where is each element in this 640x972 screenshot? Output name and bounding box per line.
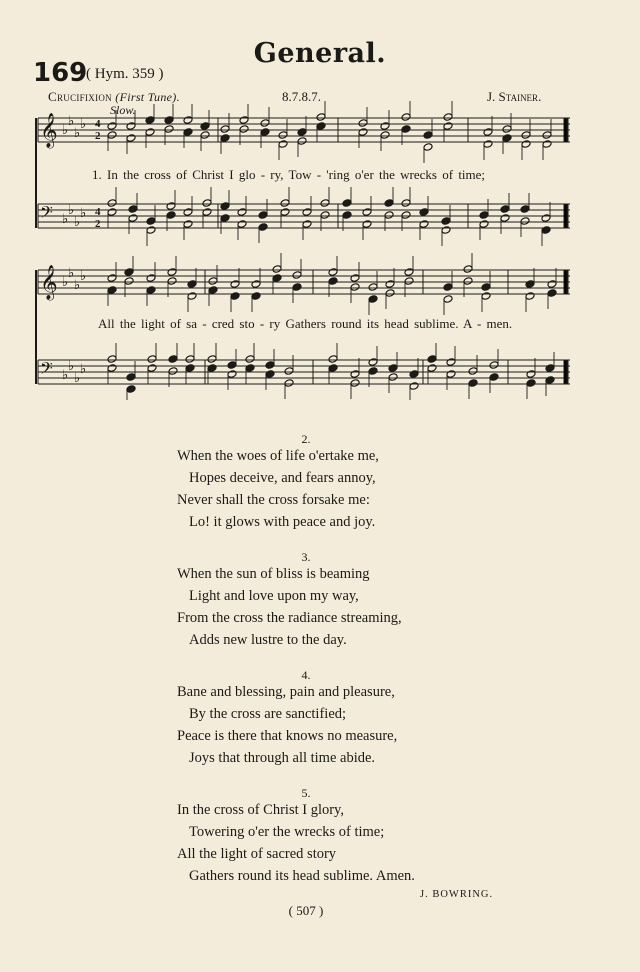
note-head [126,373,136,382]
note-head [489,361,499,370]
note-head [500,214,510,223]
verse-line: Peace is there that knows no measure, [177,728,398,744]
note-head [126,134,136,143]
section-title: General. [253,38,387,69]
note-head [409,382,419,391]
note-head [202,199,212,208]
note-head [542,131,552,140]
note-head [260,119,270,128]
meter: 8.7.8.7. [282,89,321,104]
flat-icon: ♭ [62,275,69,290]
note-head [384,211,394,220]
note-head [278,140,288,149]
verse-line: Lo! it glows with peace and joy. [189,514,376,530]
note-head [146,274,156,283]
verse-line: Light and love upon my way, [189,588,359,604]
note-head [483,140,493,149]
note-head [489,373,499,382]
flat-icon: ♭ [74,215,81,230]
note-head [167,277,177,286]
verse-number: 2. [301,432,311,446]
note-head [328,277,338,286]
note-head [401,199,411,208]
note-head [481,292,491,301]
note-head [502,134,512,143]
author: J. BOWRING. [420,889,494,900]
note-head [126,385,136,394]
system-1-bass [38,204,570,228]
note-head [385,289,395,298]
note-head [479,220,489,229]
note-head [280,208,290,217]
note-head [547,289,557,298]
note-head [358,119,368,128]
note-head [187,292,197,301]
note-head [207,355,217,364]
flat-icon: ♭ [74,278,81,293]
note-head [251,292,261,301]
note-head [107,122,117,131]
flat-icon: ♭ [62,368,69,383]
flat-icon: ♭ [68,359,75,374]
note-head [316,113,326,122]
flat-icon: ♭ [68,266,75,281]
note-head [128,214,138,223]
time-signature-bottom: 2 [95,130,101,142]
note-head [227,370,237,379]
note-head [284,367,294,376]
hymn-reference: ( Hym. 359 ) [86,66,164,82]
note-head [124,277,134,286]
verse-line: Hopes deceive, and fears annoy, [189,470,376,486]
composer: J. Stainer. [487,89,542,104]
verse-line: Never shall the cross forsake me: [177,492,370,508]
note-head [297,137,307,146]
note-head [297,128,307,137]
note-head [328,355,338,364]
verse-number: 3. [301,550,311,564]
verse-line: Bane and blessing, pain and pleasure, [177,684,395,700]
note-head [107,286,117,295]
note-head [272,274,282,283]
lyrics-line-2: All the light of sa - cred sto - ry Gathers round its head sublime. A - men. [98,316,513,331]
note-head [441,217,451,226]
note-head [183,116,193,125]
note-head [107,131,117,140]
note-head [147,364,157,373]
verse-line: When the sun of bliss is beaming [177,566,370,582]
note-head [502,125,512,134]
note-head [380,122,390,131]
note-head [107,364,117,373]
note-head [521,131,531,140]
note-head [258,223,268,232]
note-head [227,361,237,370]
note-head [183,208,193,217]
flat-icon: ♭ [74,126,81,141]
note-head [342,199,352,208]
verse-line: All the light of sacred story [177,846,337,862]
note-head [245,355,255,364]
final-bar-line [564,270,567,294]
note-head [483,128,493,137]
note-head [146,226,156,235]
flat-icon: ♭ [80,206,87,221]
note-head [545,376,555,385]
note-head [146,217,156,226]
final-bar-line [564,118,567,142]
note-head [526,379,536,388]
note-head [541,226,551,235]
note-head [168,367,178,376]
note-head [443,283,453,292]
lyrics-line-1: 1. In the cross of Christ I glo - ry, Tow - 'ring o'er the wrecks of time; [92,167,486,182]
note-head [368,295,378,304]
note-head [350,379,360,388]
note-head [342,211,352,220]
note-head [320,199,330,208]
note-head [463,265,473,274]
verse-number: 4. [301,668,311,682]
note-head [145,116,155,125]
bass-clef-icon: 𝄢 [40,358,53,382]
note-head [368,367,378,376]
note-head [220,214,230,223]
note-head [350,370,360,379]
note-head [525,280,535,289]
note-head [362,220,372,229]
note-head [278,131,288,140]
note-head [384,199,394,208]
note-head [124,268,134,277]
note-head [220,125,230,134]
note-head [520,205,530,214]
note-head [220,202,230,211]
note-head [481,283,491,292]
note-head [202,208,212,217]
note-head [168,355,178,364]
verse-line: Joys that through all time abide. [189,750,376,766]
note-head [147,355,157,364]
note-head [350,274,360,283]
note-head [316,122,326,131]
note-head [368,358,378,367]
note-head [385,280,395,289]
note-head [183,128,193,137]
note-head [419,220,429,229]
note-head [292,283,302,292]
note-head [239,125,249,134]
note-head [272,265,282,274]
note-head [404,268,414,277]
note-head [164,116,174,125]
note-head [166,211,176,220]
treble-clef-icon: 𝄞 [40,113,58,148]
note-head [526,370,536,379]
flat-icon: ♭ [74,371,81,386]
verse-line: Towering o'er the wrecks of time; [189,824,385,840]
note-head [146,286,156,295]
note-head [187,280,197,289]
final-bar-line [564,204,567,228]
note-head [423,131,433,140]
note-head [404,277,414,286]
note-head [443,113,453,122]
note-head [258,211,268,220]
note-head [265,361,275,370]
note-head [183,220,193,229]
note-head [302,208,312,217]
time-signature-bass-top: 4 [95,206,101,218]
note-head [388,364,398,373]
verse-line: Adds new lustre to the day. [189,632,347,648]
tempo-marking: Slow. [110,103,136,117]
note-head [542,140,552,149]
note-head [328,364,338,373]
note-head [419,208,429,217]
note-head [545,364,555,373]
flat-icon: ♭ [68,114,75,129]
note-head [368,283,378,292]
note-head [245,364,255,373]
note-head [521,140,531,149]
note-head [423,143,433,152]
music-score [0,0,640,400]
note-head [200,122,210,131]
final-bar-line [564,360,567,384]
note-head [388,373,398,382]
note-head [446,370,456,379]
verse-line: In the cross of Christ I glory, [177,802,344,818]
note-head [239,116,249,125]
page-number: ( 507 ) [288,903,324,918]
flat-icon: ♭ [80,117,87,132]
flat-icon: ♭ [80,269,87,284]
time-signature-bass-bottom: 2 [95,218,101,230]
verse-line: Gathers round its head sublime. Amen. [189,868,415,884]
note-head [479,211,489,220]
note-head [520,217,530,226]
note-head [107,355,117,364]
verse-line: From the cross the radiance streaming, [177,610,402,626]
note-head [427,355,437,364]
note-head [401,211,411,220]
note-head [362,208,372,217]
note-head [302,220,312,229]
bass-clef-icon: 𝄢 [40,202,53,226]
verse-number: 5. [301,786,311,800]
note-head [409,370,419,379]
note-head [547,280,557,289]
note-head [126,122,136,131]
tune-label: Crucifixion [48,89,112,104]
note-head [237,220,247,229]
note-head [443,295,453,304]
flat-icon: ♭ [68,203,75,218]
flat-icon: ♭ [80,362,87,377]
note-head [500,205,510,214]
note-head [446,358,456,367]
tune-note: (First Tune). [115,90,180,104]
note-head [320,211,330,220]
note-head [185,364,195,373]
note-head [237,208,247,217]
note-head [167,268,177,277]
note-head [200,131,210,140]
note-head [380,131,390,140]
note-head [220,134,230,143]
note-head [441,226,451,235]
note-head [427,364,437,373]
note-head [292,271,302,280]
note-head [463,277,473,286]
flat-icon: ♭ [62,123,69,138]
note-head [358,128,368,137]
note-head [284,379,294,388]
note-head [468,367,478,376]
note-head [208,286,218,295]
note-head [230,292,240,301]
note-head [107,274,117,283]
note-head [107,208,117,217]
note-head [208,277,218,286]
note-head [280,199,290,208]
note-head [525,292,535,301]
note-head [251,280,261,289]
note-head [260,128,270,137]
note-head [107,199,117,208]
verse-line: By the cross are sanctified; [189,706,347,722]
verse-line: When the woes of life o'ertake me, [177,448,379,464]
note-head [230,280,240,289]
note-head [443,122,453,131]
flat-icon: ♭ [62,212,69,227]
note-head [145,128,155,137]
note-head [328,268,338,277]
note-head [265,370,275,379]
note-head [350,283,360,292]
note-head [207,364,217,373]
note-head [185,355,195,364]
hymn-number: 169 [33,58,88,88]
note-head [401,125,411,134]
note-head [128,205,138,214]
note-head [166,202,176,211]
note-head [468,379,478,388]
note-head [401,113,411,122]
note-head [164,125,174,134]
treble-clef-icon: 𝄞 [40,265,58,300]
time-signature-top: 4 [95,118,101,130]
note-head [541,214,551,223]
